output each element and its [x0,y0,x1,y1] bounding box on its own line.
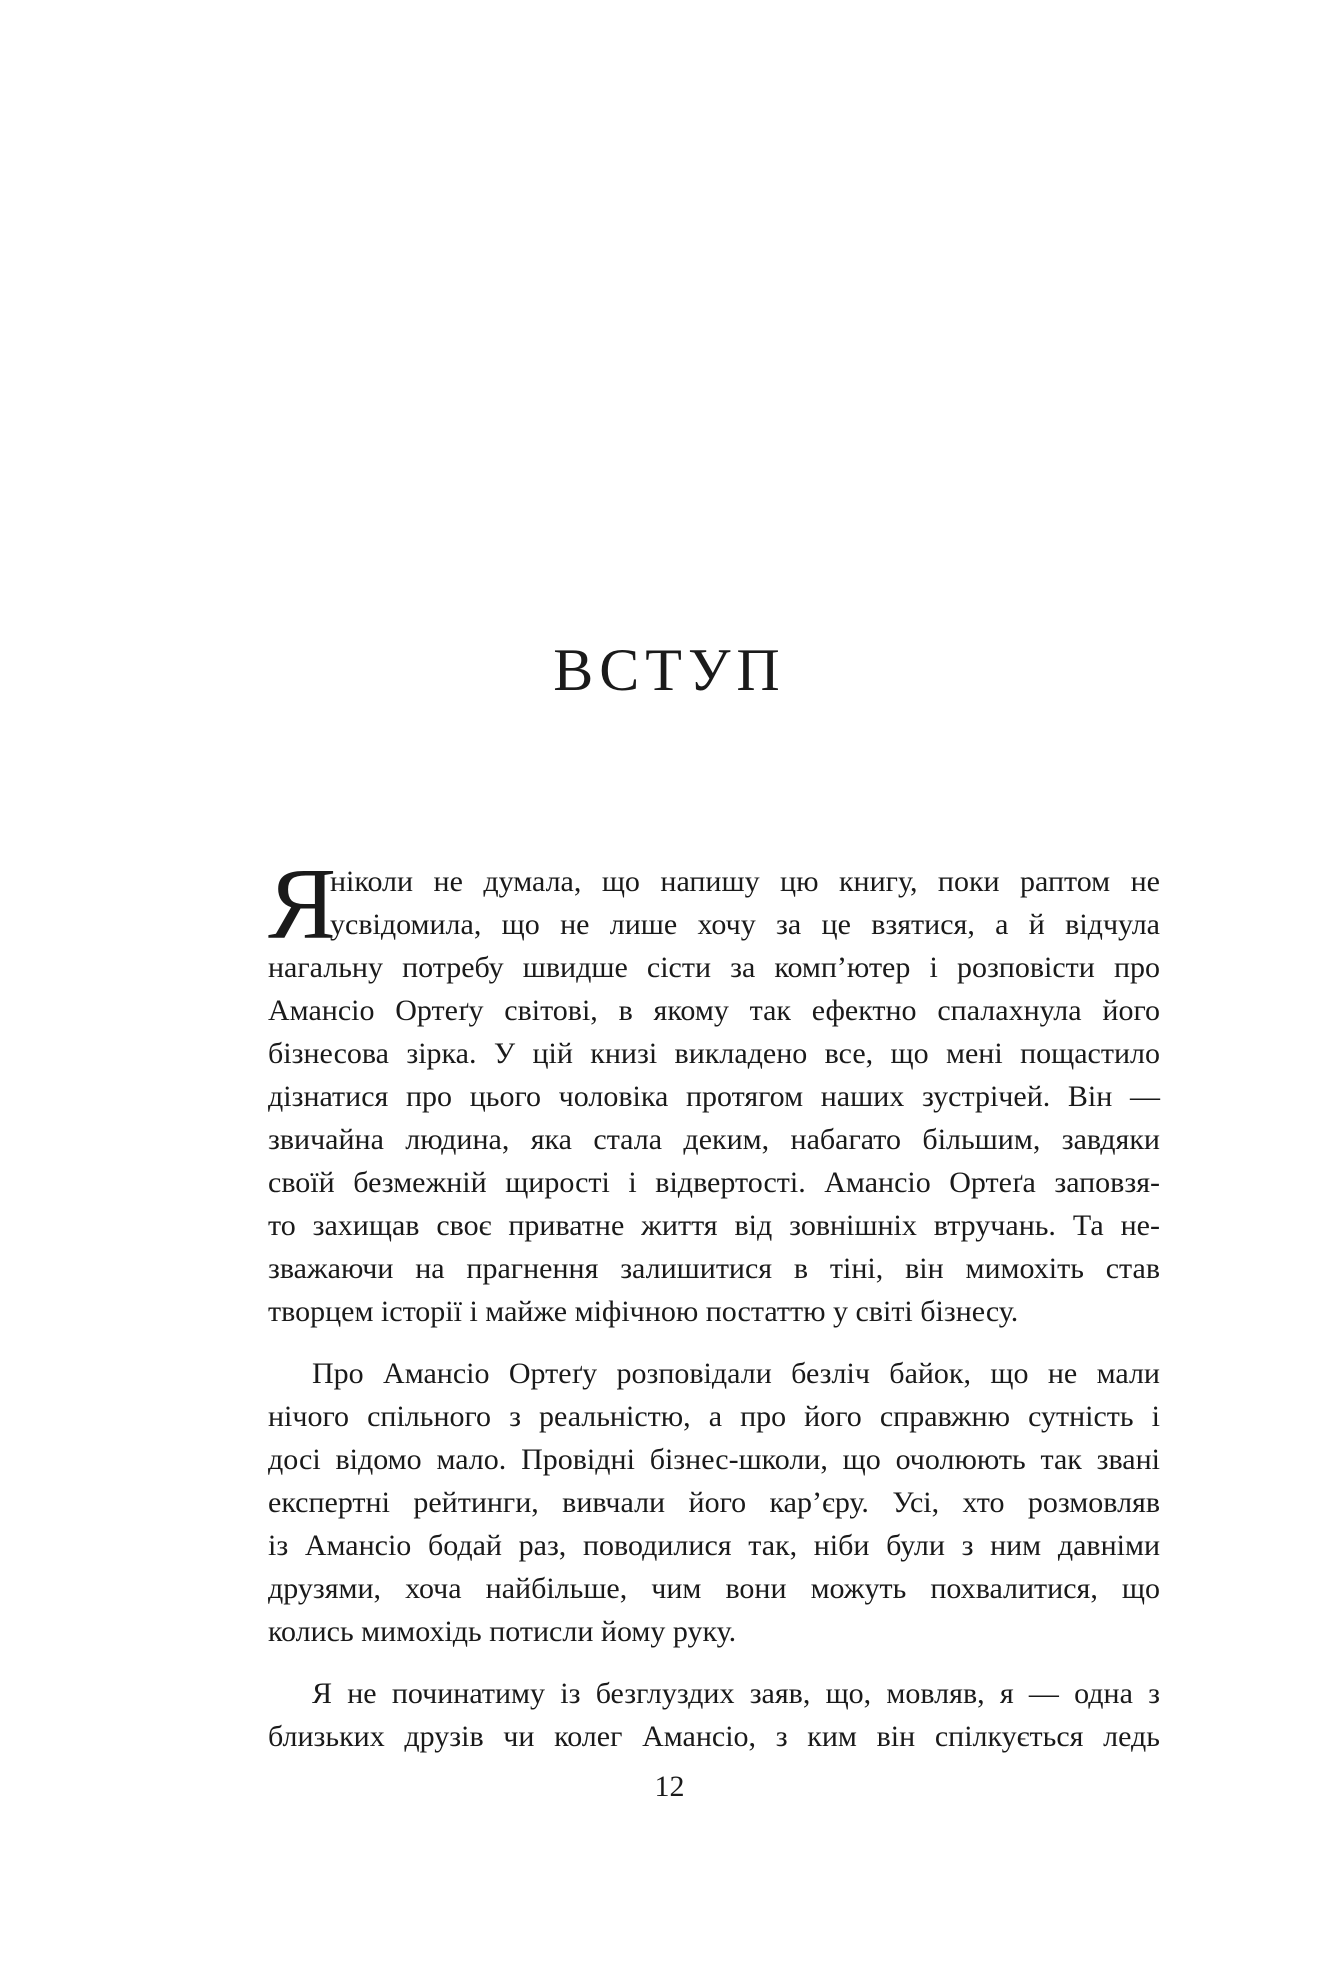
text-line: досі відомо мало. Провідні бізнес-школи, що очолюють так звані [268,1443,1160,1476]
paragraph-gap [268,1333,1160,1352]
paragraph-3 [268,1672,1160,1758]
text-line: звичайна людина, яка стала деким, набагато більшим, завдяки [268,1123,1160,1156]
chapter-title: ВСТУП [553,637,786,703]
text-line: ніколи не думала, що напишу цю книгу, поки раптом не [330,865,1160,898]
paragraph-2 [268,1352,1160,1653]
text-line: Амансіо Ортеґу світові, в якому так ефектно спалахнула його [268,994,1160,1027]
text-line: зважаючи на прагнення залишитися в тіні, він мимохіть став [268,1252,1160,1285]
text-line: друзями, хоча найбільше, чим вони можуть похвалитися, що [268,1572,1160,1605]
text-line: із Амансіо бодай раз, поводилися так, ніби були з ним давніми [268,1529,1160,1562]
text-line: усвідомила, що не лише хочу за це взятися, а й відчула [330,908,1160,941]
drop-cap: Я [268,848,337,961]
page-number: 12 [654,1770,685,1803]
text-line: бізнесова зірка. У цій книзі викладено все, що мені пощастило [268,1037,1160,1070]
text-line: своїй безмежній щирості і відвертості. Амансіо Ортеґа заповзя- [268,1166,1160,1199]
text-line: Про Амансіо Ортеґу розповідали безліч байок, що не мали [312,1357,1160,1390]
text-line: нічого спільного з реальністю, а про його справжню сутність і [268,1400,1160,1433]
text-line: нагальну потребу швидше сісти за комп’ютер і розповісти про [268,951,1160,984]
text-line: то захищав своє приватне життя від зовнішніх втручань. Та не- [268,1209,1160,1242]
body-text [268,848,1160,1758]
paragraph-1 [268,848,1160,1333]
text-line: близьких друзів чи колег Амансіо, з ким він спілкується ледь [268,1720,1160,1753]
paragraph-gap [268,1653,1160,1672]
text-line: експертні рейтинги, вивчали його кар’єру. Усі, хто розмовляв [268,1486,1160,1519]
text-line: колись мимохідь потисли йому руку. [268,1615,737,1648]
text-line: Я не починатиму із безглуздих заяв, що, мовляв, я — одна з [312,1677,1160,1710]
text-line: творцем історії і майже міфічною постаттю у світі бізнесу. [268,1295,1019,1328]
text-line: дізнатися про цього чоловіка протягом наших зустрічей. Він — [268,1080,1160,1113]
